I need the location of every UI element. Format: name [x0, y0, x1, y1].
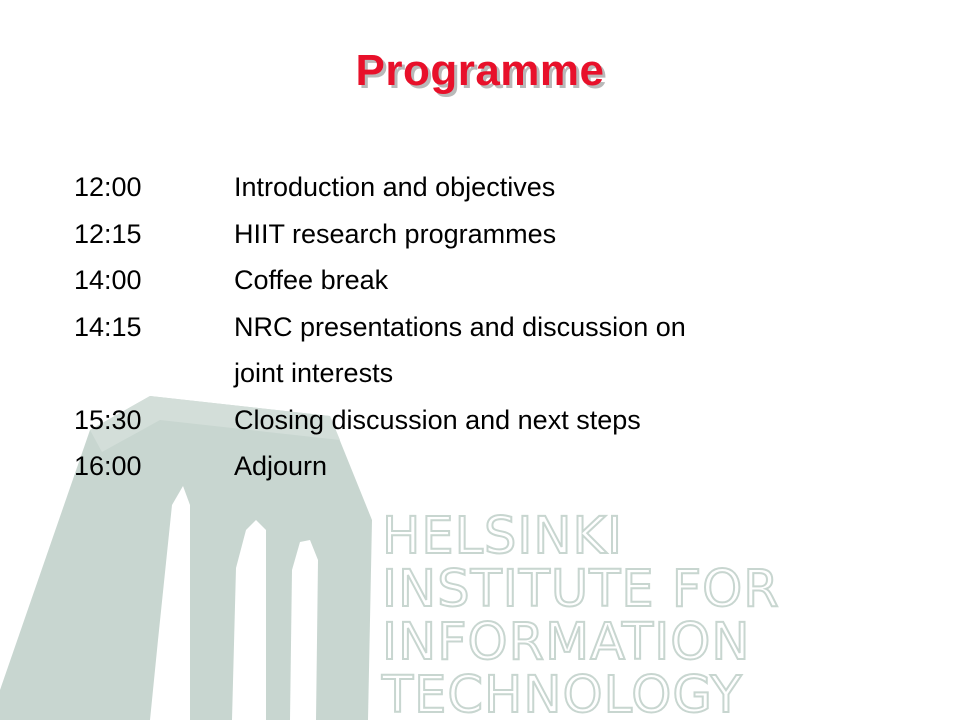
agenda-item: [74, 443, 834, 490]
agenda-time: 12:00: [74, 172, 142, 202]
agenda-list: [74, 164, 834, 490]
agenda-time: 16:00: [74, 451, 142, 481]
agenda-description: [234, 164, 834, 211]
agenda-description: [234, 397, 834, 444]
agenda-description: [234, 304, 834, 397]
agenda-item: [74, 304, 834, 397]
wordmark-line: TECHNOLOGY: [382, 666, 743, 720]
wordmark-line: INSTITUTE FOR: [382, 560, 780, 619]
agenda-description-line: Adjourn: [234, 451, 328, 481]
agenda-time: 14:00: [74, 265, 142, 295]
agenda-description: [234, 211, 834, 258]
agenda-time: 14:15: [74, 311, 142, 342]
agenda-description-line: NRC presentations and discussion on: [234, 311, 686, 342]
agenda-description-line: Introduction and objectives: [234, 172, 556, 202]
wordmark-line: INFORMATION: [382, 613, 751, 672]
institute-wordmark: [382, 507, 780, 720]
agenda-description-line: Closing discussion and next steps: [234, 404, 641, 435]
agenda-item: [74, 164, 834, 211]
agenda-description-line: joint interests: [234, 358, 394, 388]
agenda-description: [234, 443, 834, 490]
agenda-description-line: Coffee break: [234, 265, 389, 295]
agenda-item: [74, 211, 834, 258]
slide-title: Programme: [355, 46, 605, 95]
agenda-item: [74, 397, 834, 444]
agenda-description-line: HIIT research programmes: [234, 218, 557, 249]
agenda-description: [234, 257, 834, 304]
agenda-item: [74, 257, 834, 304]
logo-slit-right: [290, 540, 318, 720]
agenda-time: 15:30: [74, 404, 142, 435]
agenda-time: 12:15: [74, 218, 142, 249]
wordmark-line: HELSINKI: [382, 507, 624, 566]
